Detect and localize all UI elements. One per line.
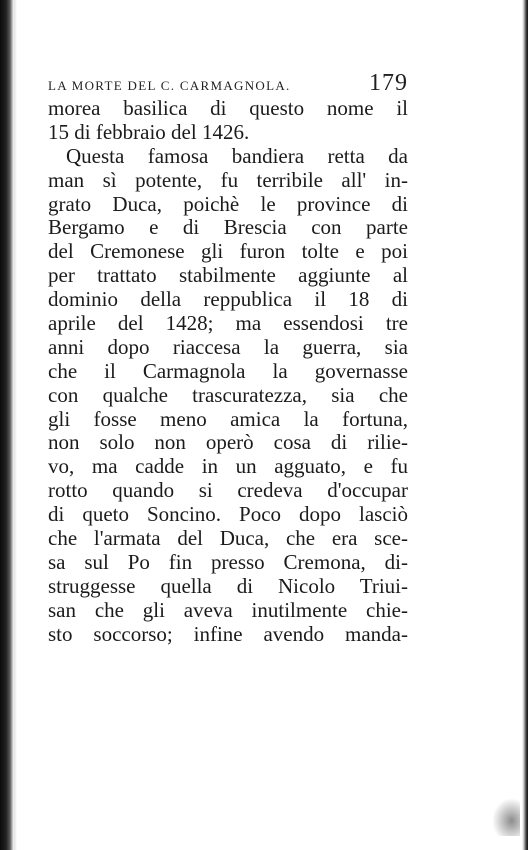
text-line: che il Carmagnola la governasse <box>48 358 408 383</box>
text-line: san che gli aveva inutilmente chie- <box>48 597 408 622</box>
text-line: 15 di febbraio del 1426. <box>48 119 250 144</box>
page-edge-shadow <box>522 0 528 850</box>
page-gutter-shade <box>14 0 17 850</box>
text-line: non solo non operò cosa di rilie- <box>48 430 408 455</box>
text-line: per trattato stabilmente aggiunte al <box>48 263 408 288</box>
text-line: con qualche trascuratezza, sia che <box>48 382 408 407</box>
text-line: di queto Soncino. Poco dopo lasciò <box>48 502 408 527</box>
text-line: rotto quando si credeva d'occupar <box>48 478 408 503</box>
text-line: Questa famosa bandiera retta da <box>66 143 408 168</box>
text-line: man sì potente, fu terribile all' in- <box>48 167 408 192</box>
text-line: del Cremonese gli furon tolte e poi <box>48 239 408 264</box>
body-text <box>48 97 408 646</box>
text-line: gli fosse meno amica la fortuna, <box>48 406 408 431</box>
running-header <box>48 70 408 98</box>
text-line: sa sul Po fin presso Cremona, di- <box>48 549 408 574</box>
text-line: Bergamo e di Brescia con parte <box>48 215 408 240</box>
text-line: morea basilica di questo nome il <box>48 96 408 120</box>
text-line: struggesse quella di Nicolo Triui- <box>48 573 408 598</box>
text-line: grato Duca, poichè le province di <box>48 191 408 216</box>
text-line: anni dopo riaccesa la guerra, sia <box>48 334 408 359</box>
text-line: sto soccorso; infine avendo manda- <box>48 621 408 646</box>
text-line: aprile del 1428; ma essendosi tre <box>48 311 408 336</box>
text-line: che l'armata del Duca, che era sce- <box>48 526 408 551</box>
running-title: LA MORTE DEL C. CARMAGNOLA. <box>48 78 291 93</box>
text-line: dominio della reppublica il 18 di <box>48 287 408 312</box>
text-line: vo, ma cadde in un agguato, e fu <box>48 454 408 479</box>
page-corner-stain <box>492 798 520 836</box>
page-number: 179 <box>369 70 408 96</box>
page-binding-shadow <box>0 0 14 850</box>
